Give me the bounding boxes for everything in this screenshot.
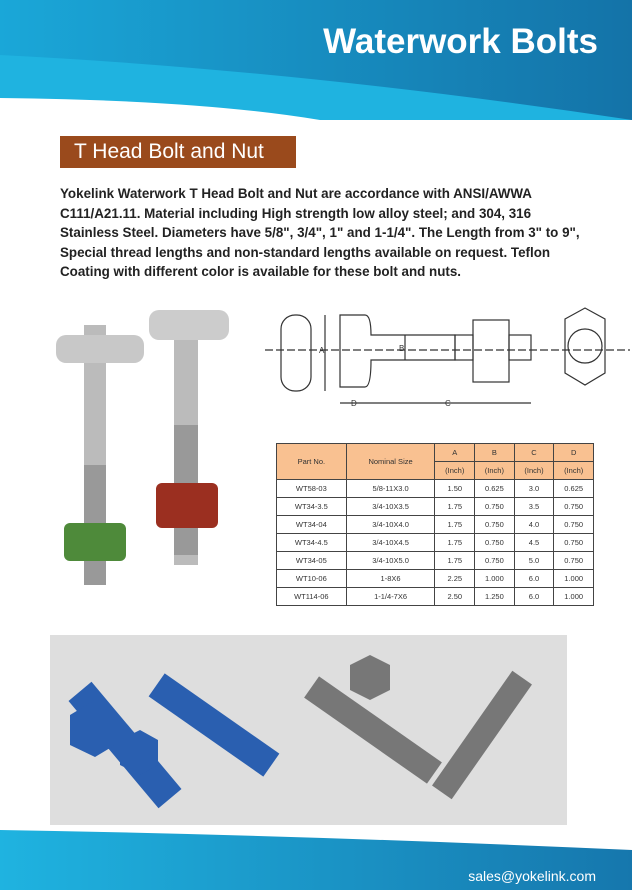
table-cell: 5/8-11X3.0 — [346, 480, 435, 498]
table-cell: 1.75 — [435, 498, 475, 516]
table-cell: 1.75 — [435, 534, 475, 552]
table-cell: 4.5 — [514, 534, 554, 552]
table-cell: 1.000 — [554, 588, 594, 606]
col-header: B — [475, 444, 515, 462]
dim-label-b: B — [399, 344, 405, 353]
table-cell: WT34-05 — [277, 552, 347, 570]
col-header: Part No. — [277, 444, 347, 480]
table-row — [277, 498, 594, 516]
table-cell: WT58-03 — [277, 480, 347, 498]
dim-label-a: A — [319, 346, 325, 355]
unit-header: (Inch) — [514, 462, 554, 480]
table-cell: 1.75 — [435, 552, 475, 570]
table-cell: 4.0 — [514, 516, 554, 534]
table-row — [277, 588, 594, 606]
table-cell: WT114-06 — [277, 588, 347, 606]
table-cell: 0.750 — [554, 552, 594, 570]
table-cell: 3.5 — [514, 498, 554, 516]
table-cell: 5.0 — [514, 552, 554, 570]
bolt-dimension-diagram — [265, 305, 630, 410]
table-cell: 0.750 — [475, 534, 515, 552]
table-cell: 0.750 — [475, 498, 515, 516]
table-cell: 1.50 — [435, 480, 475, 498]
contact-email[interactable]: sales@yokelink.com — [468, 868, 596, 884]
unit-header: (Inch) — [435, 462, 475, 480]
table-cell: 1-8X6 — [346, 570, 435, 588]
col-header: C — [514, 444, 554, 462]
dim-label-d: D — [351, 399, 357, 408]
table-cell: WT10-06 — [277, 570, 347, 588]
table-row — [277, 570, 594, 588]
table-cell: 0.625 — [475, 480, 515, 498]
table-cell: 3.0 — [514, 480, 554, 498]
table-cell: 1-1/4-7X6 — [346, 588, 435, 606]
t-head-bolts-photo — [44, 305, 254, 605]
table-cell: 3/4-10X5.0 — [346, 552, 435, 570]
table-cell: 0.750 — [554, 516, 594, 534]
page-title: Waterwork Bolts — [323, 22, 598, 61]
table-cell: 3/4-10X4.0 — [346, 516, 435, 534]
col-header: A — [435, 444, 475, 462]
table-cell: 3/4-10X4.5 — [346, 534, 435, 552]
table-cell: 0.750 — [475, 516, 515, 534]
dim-label-c: C — [445, 399, 451, 408]
unit-header: (Inch) — [475, 462, 515, 480]
table-cell: 3/4-10X3.5 — [346, 498, 435, 516]
table-cell: WT34-4.5 — [277, 534, 347, 552]
dimension-table — [276, 443, 594, 606]
section-title: T Head Bolt and Nut — [60, 136, 296, 168]
table-cell: 1.75 — [435, 516, 475, 534]
table-row — [277, 534, 594, 552]
table-cell: WT34-3.5 — [277, 498, 347, 516]
coated-bolts-photo — [50, 635, 567, 825]
unit-header: (Inch) — [554, 462, 594, 480]
table-row — [277, 516, 594, 534]
table-cell: 0.750 — [554, 534, 594, 552]
table-cell: 1.000 — [475, 570, 515, 588]
table-row — [277, 552, 594, 570]
table-cell: 6.0 — [514, 588, 554, 606]
table-cell: 2.25 — [435, 570, 475, 588]
table-cell: 1.000 — [554, 570, 594, 588]
intro-text: Yokelink Waterwork T Head Bolt and Nut are accordance with ANSI/AWWA C111/A21.11. Material including High strength low alloy steel; and 304, 316 Stainless Steel. Diameters have 5/8", 3/4", 1" and 1-1/4". The Length from 3" to 9", Special thread lengths and non-standard lengths available on request. Teflon Coating with different color is available for these bolt and nuts. — [60, 186, 580, 279]
table-row — [277, 480, 594, 498]
table-cell: 0.750 — [475, 552, 515, 570]
table-cell: 0.625 — [554, 480, 594, 498]
table-cell: WT34-04 — [277, 516, 347, 534]
col-header: D — [554, 444, 594, 462]
table-cell: 2.50 — [435, 588, 475, 606]
table-cell: 1.250 — [475, 588, 515, 606]
col-header: Nominal Size — [346, 444, 435, 480]
table-cell: 6.0 — [514, 570, 554, 588]
table-cell: 0.750 — [554, 498, 594, 516]
